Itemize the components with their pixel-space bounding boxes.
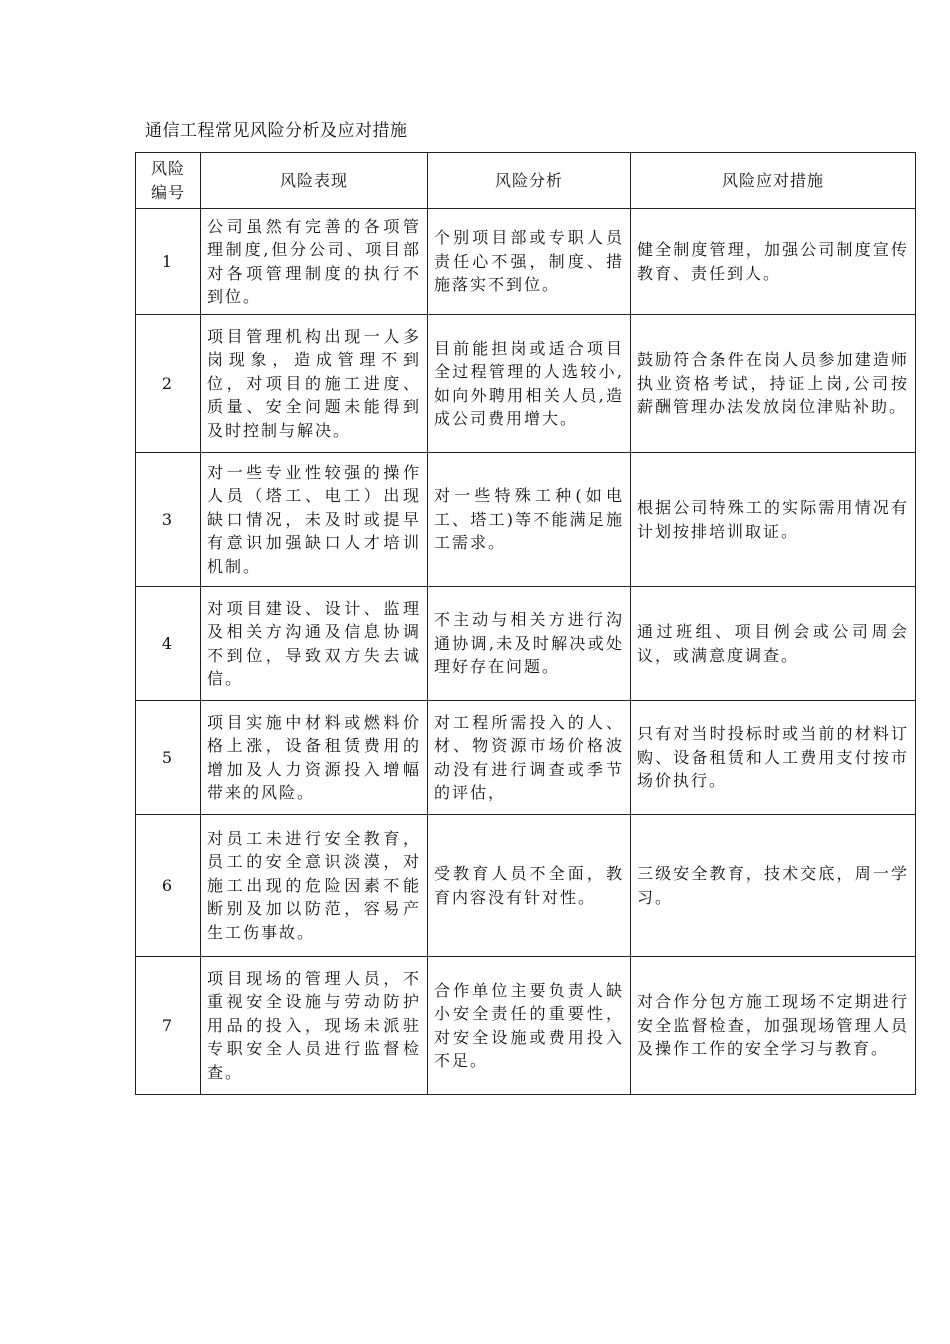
- risk-number: 3: [136, 453, 201, 587]
- risk-expression: 公司虽然有完善的各项管理制度,但分公司、项目部对各项管理制度的执行不到位。: [201, 209, 428, 315]
- header-risk-measures: 风险应对措施: [631, 153, 916, 209]
- table-row: [136, 587, 916, 701]
- risk-table: [135, 152, 916, 1095]
- table-row: [136, 701, 916, 815]
- risk-number: 5: [136, 701, 201, 815]
- risk-analysis: 对工程所需投入的人、材、物资源市场价格波动没有进行调查或季节的评估，: [428, 701, 631, 815]
- risk-number: 6: [136, 815, 201, 957]
- risk-number: 1: [136, 209, 201, 315]
- table-header-row: [136, 153, 916, 209]
- risk-measures: 对合作分包方施工现场不定期进行安全监督检查，加强现场管理人员及操作工作的安全学习与教育。: [631, 957, 916, 1095]
- risk-analysis: 不主动与相关方进行沟通协调,未及时解决或处理好存在问题。: [428, 587, 631, 701]
- risk-measures: 鼓励符合条件在岗人员参加建造师执业资格考试，持证上岗,公司按薪酬管理办法发放岗位津贴补助。: [631, 315, 916, 453]
- risk-expression: 对项目建设、设计、监理及相关方沟通及信息协调不到位，导致双方失去诚信。: [201, 587, 428, 701]
- risk-measures: 三级安全教育，技术交底，周一学习。: [631, 815, 916, 957]
- risk-number: 7: [136, 957, 201, 1095]
- risk-measures: 健全制度管理，加强公司制度宣传教育、责任到人。: [631, 209, 916, 315]
- risk-measures: 只有对当时投标时或当前的材料订购、设备租赁和人工费用支付按市场价执行。: [631, 701, 916, 815]
- risk-measures: 根据公司特殊工的实际需用情况有计划按排培训取证。: [631, 453, 916, 587]
- risk-expression: 对员工未进行安全教育，员工的安全意识淡漠，对施工出现的危险因素不能断别及加以防范，容易产生工伤事故。: [201, 815, 428, 957]
- risk-analysis: 合作单位主要负责人缺小安全责任的重要性，对安全设施或费用投入不足。: [428, 957, 631, 1095]
- risk-analysis: 个别项目部或专职人员责任心不强，制度、措施落实不到位。: [428, 209, 631, 315]
- header-risk-expression: 风险表现: [201, 153, 428, 209]
- table-row: [136, 815, 916, 957]
- risk-expression: 项目管理机构出现一人多岗现象，造成管理不到位，对项目的施工进度、质量、安全问题未能得到及时控制与解决。: [201, 315, 428, 453]
- header-risk-number: [136, 153, 201, 209]
- risk-analysis: 目前能担岗或适合项目全过程管理的人选较小,如向外聘用相关人员,造成公司费用增大。: [428, 315, 631, 453]
- risk-analysis: 对一些特殊工种(如电工、塔工)等不能满足施工需求。: [428, 453, 631, 587]
- table-row: [136, 209, 916, 315]
- header-risk-number-line1: 风险: [150, 159, 185, 178]
- header-risk-number-line2: 编号: [150, 182, 185, 202]
- table-row: [136, 957, 916, 1095]
- risk-analysis: 受教育人员不全面，教育内容没有针对性。: [428, 815, 631, 957]
- document-title: 通信工程常见风险分析及应对措施: [145, 121, 408, 141]
- risk-measures: 通过班组、项目例会或公司周会议，或满意度调查。: [631, 587, 916, 701]
- risk-expression: 项目实施中材料或燃料价格上涨，设备租赁费用的增加及人力资源投入增幅带来的风险。: [201, 701, 428, 815]
- risk-expression: 项目现场的管理人员，不重视安全设施与劳动防护用品的投入，现场未派驻专职安全人员进行监督检查。: [201, 957, 428, 1095]
- table-row: [136, 453, 916, 587]
- risk-number: 2: [136, 315, 201, 453]
- table-row: [136, 315, 916, 453]
- risk-expression: 对一些专业性较强的操作人员（塔工、电工）出现缺口情况，未及时或提早有意识加强缺口人才培训机制。: [201, 453, 428, 587]
- risk-number: 4: [136, 587, 201, 701]
- header-risk-analysis: 风险分析: [428, 153, 631, 209]
